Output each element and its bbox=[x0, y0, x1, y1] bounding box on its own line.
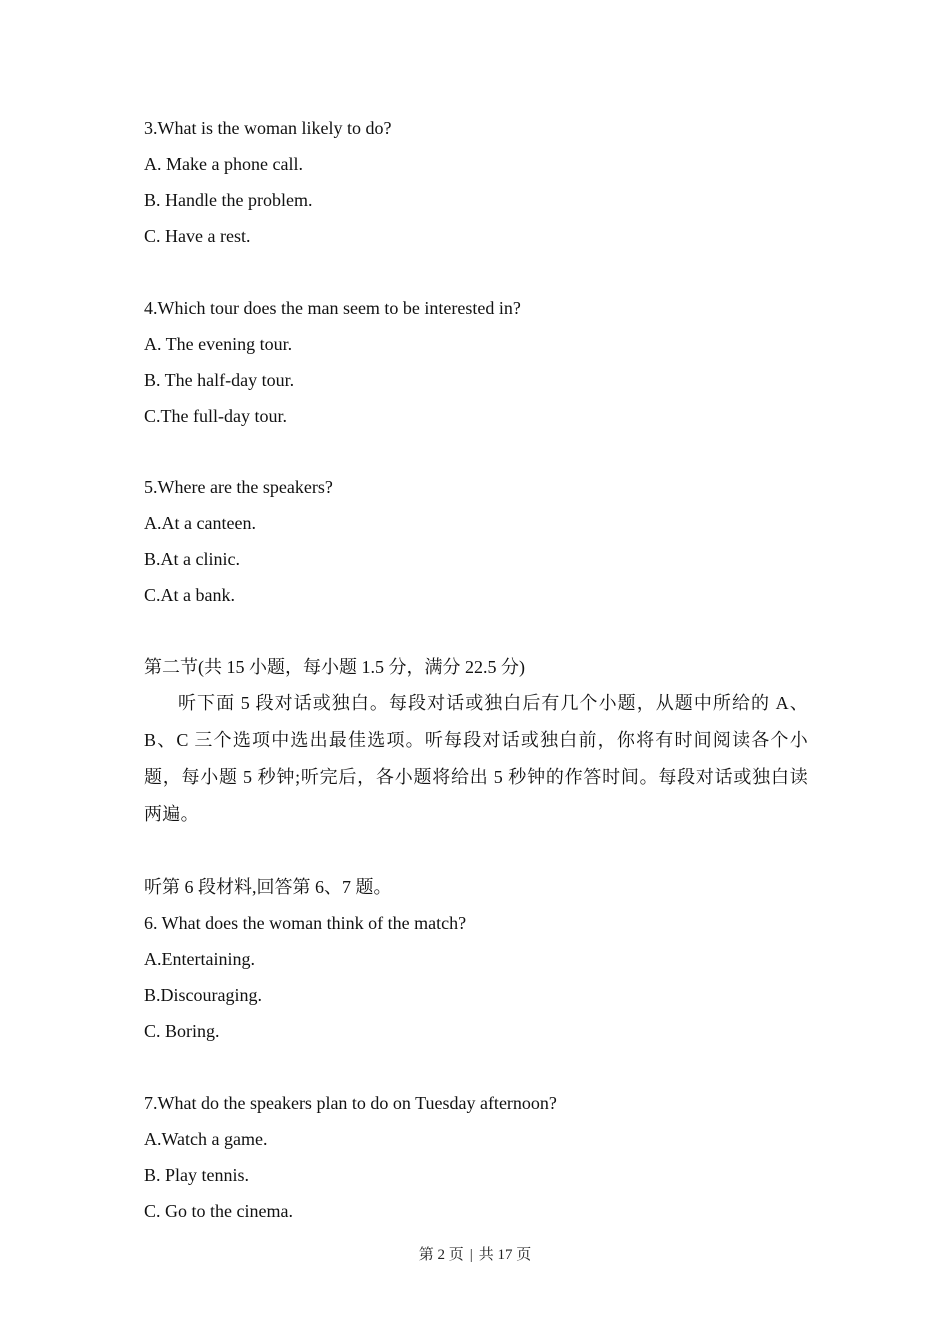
q7-option-b: B. Play tennis. bbox=[144, 1165, 250, 1185]
q6-option-b: B.Discouraging. bbox=[144, 985, 262, 1005]
section-2-instructions: 听下面 5 段对话或独白。每段对话或独白后有几个小题，从题中所给的 A、B、C 三个选项中选出最佳选项。听每段对话或独白前，你将有时间阅读各个小题，每小题 5 秒钟;听完后，各小题将给出 5 秒钟的作答时间。每段对话或独白读两遍。 bbox=[144, 693, 808, 824]
q4-option-b: B. The half-day tour. bbox=[144, 370, 295, 390]
section-2-heading: 第二节(共 15 小题，每小题 1.5 分，满分 22.5 分) bbox=[144, 657, 525, 677]
q3-option-b: B. Handle the problem. bbox=[144, 190, 313, 210]
q5-option-b: B.At a clinic. bbox=[144, 549, 240, 569]
document-page bbox=[144, 0, 808, 1344]
material-6-note: 听第 6 段材料,回答第 6、7 题。 bbox=[144, 877, 392, 897]
question-3: 3.What is the woman likely to do? bbox=[144, 118, 392, 138]
q6-option-c: C. Boring. bbox=[144, 1021, 220, 1041]
question-7: 7.What do the speakers plan to do on Tuesday afternoon? bbox=[144, 1093, 557, 1113]
page-footer bbox=[0, 1244, 950, 1266]
question-6: 6. What does the woman think of the match? bbox=[144, 913, 467, 933]
q3-option-a: A. Make a phone call. bbox=[144, 154, 303, 174]
page-number: 第 2 页 bbox=[418, 1247, 464, 1263]
q6-option-a: A.Entertaining. bbox=[144, 949, 255, 969]
q3-option-c: C. Have a rest. bbox=[144, 226, 251, 246]
q5-option-c: C.At a bank. bbox=[144, 585, 235, 605]
q5-option-a: A.At a canteen. bbox=[144, 513, 256, 533]
q4-option-a: A. The evening tour. bbox=[144, 334, 293, 354]
question-5: 5.Where are the speakers? bbox=[144, 477, 333, 497]
total-pages: 共 17 页 bbox=[478, 1247, 532, 1263]
q7-option-a: A.Watch a game. bbox=[144, 1129, 268, 1149]
footer-separator: | bbox=[469, 1247, 473, 1263]
q4-option-c: C.The full-day tour. bbox=[144, 406, 287, 426]
question-4: 4.Which tour does the man seem to be interested in? bbox=[144, 298, 521, 318]
q7-option-c: C. Go to the cinema. bbox=[144, 1201, 293, 1221]
